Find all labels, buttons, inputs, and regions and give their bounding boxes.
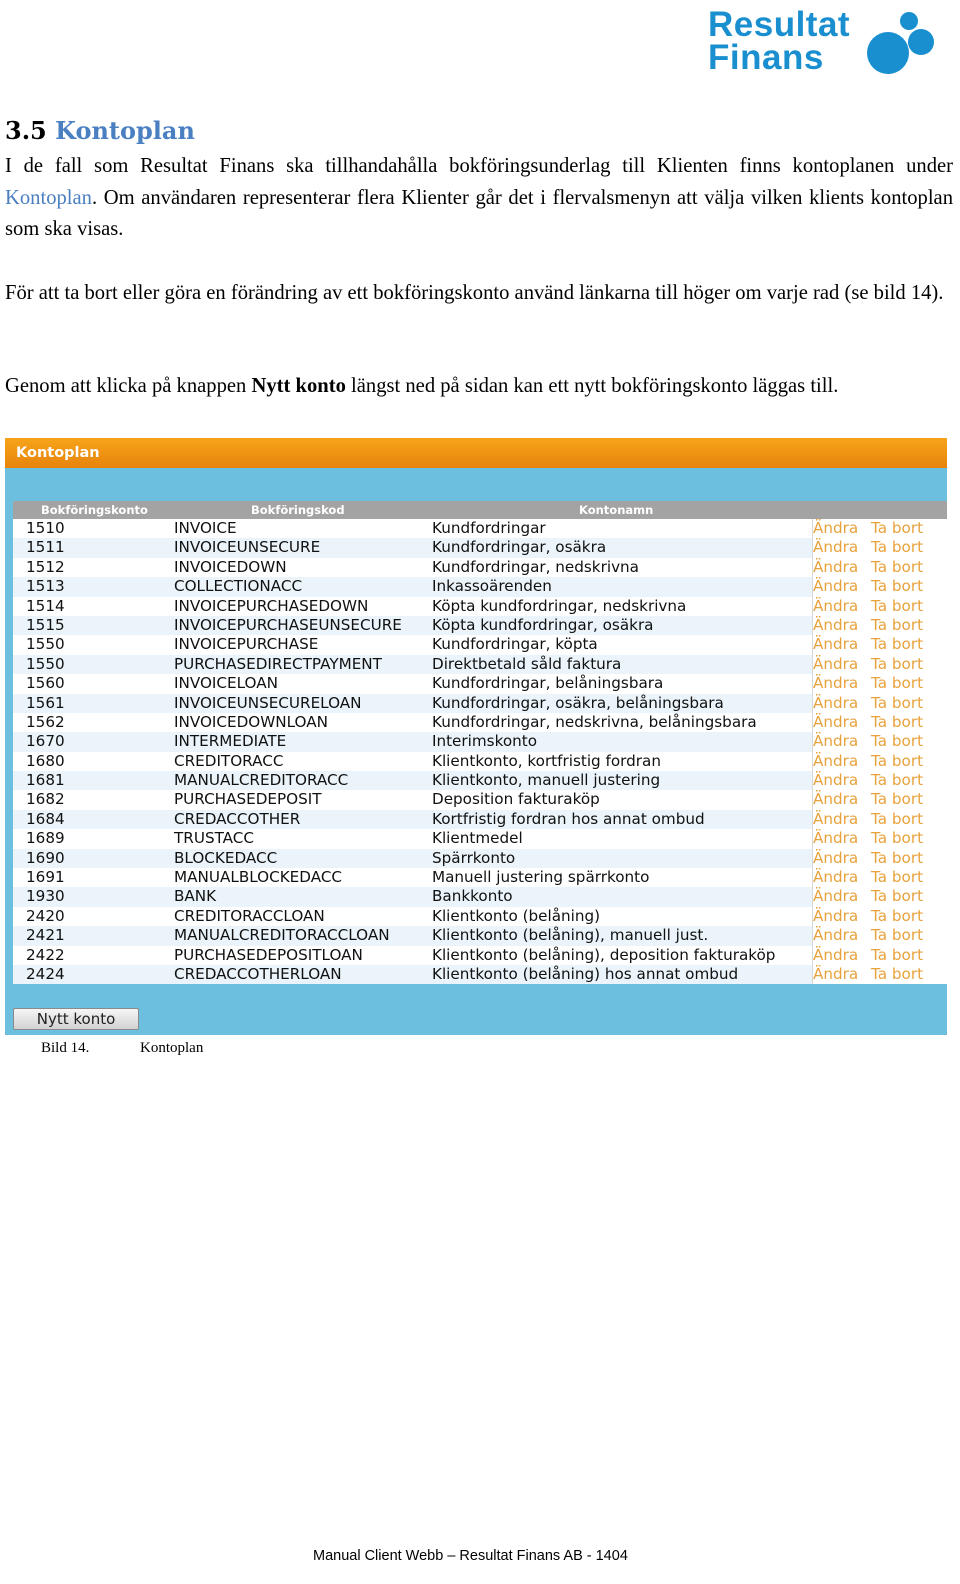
account-name-cell: Kundfordringar, osäkra, belåningsbara (432, 693, 724, 712)
delete-link[interactable]: Ta bort (871, 906, 924, 925)
account-number-cell: 1684 (26, 809, 65, 828)
paragraph-1-text-a: I de fall som Resultat Finans ska tillhandahålla bokföringsunderlag till Klienten finns kontoplanen under (5, 155, 953, 177)
table-header (13, 501, 947, 519)
account-number-cell: 2422 (26, 945, 65, 964)
account-number-cell: 2421 (26, 926, 65, 945)
account-name-cell: Klientkonto, manuell justering (432, 771, 661, 790)
account-code-cell: TRUSTACC (174, 829, 255, 848)
account-code-cell: INVOICEUNSECURELOAN (174, 693, 362, 712)
account-number-cell: 2424 (26, 964, 65, 983)
delete-link[interactable]: Ta bort (871, 557, 924, 576)
account-code-cell: CREDACCOTHER (174, 809, 301, 828)
account-table-body (13, 519, 947, 984)
account-name-cell: Klientkonto (belåning), deposition fakturaköp (432, 945, 776, 964)
delete-link[interactable]: Ta bort (871, 674, 924, 693)
account-name-cell: Bankkonto (432, 887, 513, 906)
account-name-cell: Kundfordringar, nedskrivna (432, 557, 639, 576)
account-number-cell: 1514 (26, 596, 65, 615)
account-name-cell: Spärrkonto (432, 848, 516, 867)
new-account-button[interactable]: Nytt konto (13, 1008, 139, 1030)
edit-link[interactable]: Ändra (813, 771, 859, 790)
account-code-cell: INVOICEDOWNLOAN (174, 712, 328, 731)
delete-link[interactable]: Ta bort (871, 635, 924, 654)
account-number-cell: 1550 (26, 635, 65, 654)
table-row (13, 732, 947, 751)
account-name-cell: Klientkonto (belåning) hos annat ombud (432, 964, 739, 983)
account-number-cell: 1930 (26, 887, 65, 906)
delete-link[interactable]: Ta bort (871, 926, 924, 945)
account-code-cell: INVOICELOAN (174, 674, 278, 693)
account-number-cell: 1562 (26, 712, 65, 731)
account-name-cell: Manuell justering spärrkonto (432, 868, 650, 887)
account-name-cell: Kundfordringar, osäkra (432, 538, 607, 557)
account-code-cell: PURCHASEDIRECTPAYMENT (174, 654, 382, 673)
table-row (13, 965, 947, 984)
edit-link[interactable]: Ändra (813, 868, 859, 887)
table-row (13, 849, 947, 868)
account-code-cell: INVOICEUNSECURE (174, 538, 321, 557)
account-name-cell: Kundfordringar (432, 519, 546, 537)
account-code-cell: COLLECTIONACC (174, 577, 303, 596)
kontoplan-screenshot (5, 438, 947, 1035)
delete-link[interactable]: Ta bort (871, 887, 924, 906)
account-number-cell: 1682 (26, 790, 65, 809)
account-number-cell: 1680 (26, 751, 65, 770)
delete-link[interactable]: Ta bort (871, 596, 924, 615)
account-code-cell: INVOICEDOWN (174, 557, 287, 576)
account-name-cell: Klientkonto (belåning), manuell just. (432, 926, 709, 945)
account-number-cell: 1510 (26, 519, 65, 537)
account-code-cell: PURCHASEDEPOSIT (174, 790, 322, 809)
table-row (13, 771, 947, 790)
delete-link[interactable]: Ta bort (871, 751, 924, 770)
edit-link[interactable]: Ändra (813, 519, 859, 537)
table-row (13, 713, 947, 732)
delete-link[interactable]: Ta bort (871, 964, 924, 983)
delete-link[interactable]: Ta bort (871, 732, 924, 751)
column-header-kod: Bokföringskod (251, 503, 345, 517)
account-code-cell: MANUALCREDITORACCLOAN (174, 926, 390, 945)
account-code-cell: CREDACCOTHERLOAN (174, 964, 342, 983)
table-row (13, 674, 947, 693)
table-row (13, 558, 947, 577)
account-number-cell: 1550 (26, 654, 65, 673)
account-number-cell: 1512 (26, 557, 65, 576)
account-number-cell: 1670 (26, 732, 65, 751)
account-name-cell: Köpta kundfordringar, nedskrivna (432, 596, 687, 615)
account-name-cell: Kundfordringar, belåningsbara (432, 674, 664, 693)
account-code-cell: INVOICE (174, 519, 237, 537)
edit-link[interactable]: Ändra (813, 887, 859, 906)
edit-link[interactable]: Ändra (813, 596, 859, 615)
delete-link[interactable]: Ta bort (871, 693, 924, 712)
table-row (13, 752, 947, 771)
table-row (13, 655, 947, 674)
table-row (13, 694, 947, 713)
paragraph-new-account (5, 371, 953, 403)
account-number-cell: 2420 (26, 906, 65, 925)
table-row (13, 810, 947, 829)
edit-link[interactable]: Ändra (813, 693, 859, 712)
delete-link[interactable]: Ta bort (871, 654, 924, 673)
logo-line-2: Finans (708, 38, 824, 77)
account-name-cell: Inkassoärenden (432, 577, 552, 596)
table-row (13, 538, 947, 557)
delete-link[interactable]: Ta bort (871, 712, 924, 731)
account-number-cell: 1681 (26, 771, 65, 790)
edit-link[interactable]: Ändra (813, 557, 859, 576)
account-code-cell: BANK (174, 887, 217, 906)
section-title: Kontoplan (55, 116, 195, 145)
delete-link[interactable]: Ta bort (871, 771, 924, 790)
account-name-cell: Kundfordringar, köpta (432, 635, 598, 654)
table-row (13, 790, 947, 809)
account-name-cell: Kundfordringar, nedskrivna, belåningsbara (432, 712, 757, 731)
account-number-cell: 1561 (26, 693, 65, 712)
table-row (13, 887, 947, 906)
paragraph-1-text-b: . Om användaren representerar flera Klienter går det i flervalsmenyn att välja vilken klients kontoplan som ska visas. (5, 186, 953, 240)
account-name-cell: Direktbetald såld faktura (432, 654, 622, 673)
account-code-cell: CREDITORACC (174, 751, 284, 770)
account-code-cell: PURCHASEDEPOSITLOAN (174, 945, 363, 964)
new-account-bold: Nytt konto (251, 375, 346, 397)
account-name-cell: Klientkonto, kortfristig fordran (432, 751, 661, 770)
delete-link[interactable]: Ta bort (871, 848, 924, 867)
account-number-cell: 1513 (26, 577, 65, 596)
table-row (13, 577, 947, 596)
edit-link[interactable]: Ändra (813, 615, 859, 634)
column-header-namn: Kontonamn (579, 503, 654, 517)
edit-link[interactable]: Ändra (813, 926, 859, 945)
paragraph-edit-links: För att ta bort eller göra en förändring av ett bokföringskonto använd länkarna till höger om varje rad (se bild 14). (5, 282, 944, 304)
edit-link[interactable]: Ändra (813, 674, 859, 693)
account-code-cell: INTERMEDIATE (174, 732, 287, 751)
column-header-konto: Bokföringskonto (41, 503, 148, 517)
account-code-cell: MANUALBLOCKEDACC (174, 868, 343, 887)
edit-link[interactable]: Ändra (813, 654, 859, 673)
account-code-cell: INVOICEPURCHASEDOWN (174, 596, 369, 615)
edit-link[interactable]: Ändra (813, 906, 859, 925)
paragraph-kontoplan-intro (5, 151, 953, 246)
edit-link[interactable]: Ändra (813, 732, 859, 751)
account-number-cell: 1690 (26, 848, 65, 867)
account-name-cell: Klientkonto (belåning) (432, 906, 601, 925)
section-heading (5, 116, 195, 145)
edit-link[interactable]: Ändra (813, 635, 859, 654)
account-name-cell: Köpta kundfordringar, osäkra (432, 615, 654, 634)
table-row (13, 597, 947, 616)
logo-line-1: Resultat (708, 5, 851, 44)
paragraph-3-text-a: Genom att klicka på knappen (5, 375, 252, 397)
account-name-cell: Kortfristig fordran hos annat ombud (432, 809, 705, 828)
section-number: 3.5 (5, 116, 47, 145)
account-number-cell: 1515 (26, 615, 65, 634)
delete-link[interactable]: Ta bort (871, 868, 924, 887)
account-number-cell: 1511 (26, 538, 65, 557)
delete-link[interactable]: Ta bort (871, 945, 924, 964)
table-row (13, 635, 947, 654)
edit-link[interactable]: Ändra (813, 829, 859, 848)
account-code-cell: BLOCKEDACC (174, 848, 278, 867)
delete-link[interactable]: Ta bort (871, 790, 924, 809)
account-name-cell: Klientmedel (432, 829, 523, 848)
account-code-cell: INVOICEPURCHASE (174, 635, 319, 654)
edit-link[interactable]: Ändra (813, 538, 859, 557)
table-row (13, 868, 947, 887)
delete-link[interactable]: Ta bort (871, 577, 924, 596)
panel-title: Kontoplan (16, 445, 100, 461)
edit-link[interactable]: Ändra (813, 945, 859, 964)
caption-number: Bild 14. (41, 1040, 90, 1056)
delete-link[interactable]: Ta bort (871, 829, 924, 848)
table-row (13, 907, 947, 926)
delete-link[interactable]: Ta bort (871, 615, 924, 634)
account-name-cell: Interimskonto (432, 732, 537, 751)
delete-link[interactable]: Ta bort (871, 538, 924, 557)
logo-wordmark (708, 5, 851, 77)
table-row (13, 519, 947, 538)
account-number-cell: 1691 (26, 868, 65, 887)
account-name-cell: Deposition fakturaköp (432, 790, 600, 809)
table-row (13, 616, 947, 635)
edit-link[interactable]: Ändra (813, 964, 859, 983)
edit-link[interactable]: Ändra (813, 790, 859, 809)
account-number-cell: 1560 (26, 674, 65, 693)
account-number-cell: 1689 (26, 829, 65, 848)
table-row (13, 946, 947, 965)
edit-link[interactable]: Ändra (813, 712, 859, 731)
paragraph-3-text-b: längst ned på sidan kan ett nytt bokföringskonto läggas till. (345, 375, 839, 397)
account-code-cell: INVOICEPURCHASEUNSECURE (174, 615, 402, 634)
edit-link[interactable]: Ändra (813, 809, 859, 828)
page-footer: Manual Client Webb – Resultat Finans AB - 1404 (313, 1548, 628, 1564)
table-row (13, 926, 947, 945)
panel-header (5, 438, 947, 468)
edit-link[interactable]: Ändra (813, 848, 859, 867)
edit-link[interactable]: Ändra (813, 751, 859, 770)
delete-link[interactable]: Ta bort (871, 519, 924, 537)
caption-text: Kontoplan (140, 1040, 204, 1056)
kontoplan-link[interactable]: Kontoplan (5, 186, 92, 209)
edit-link[interactable]: Ändra (813, 577, 859, 596)
resultat-finans-logo (708, 5, 944, 77)
account-code-cell: MANUALCREDITORACC (174, 771, 349, 790)
account-code-cell: CREDITORACCLOAN (174, 906, 325, 925)
table-row (13, 829, 947, 848)
delete-link[interactable]: Ta bort (871, 809, 924, 828)
logo-dots-icon (860, 10, 938, 76)
